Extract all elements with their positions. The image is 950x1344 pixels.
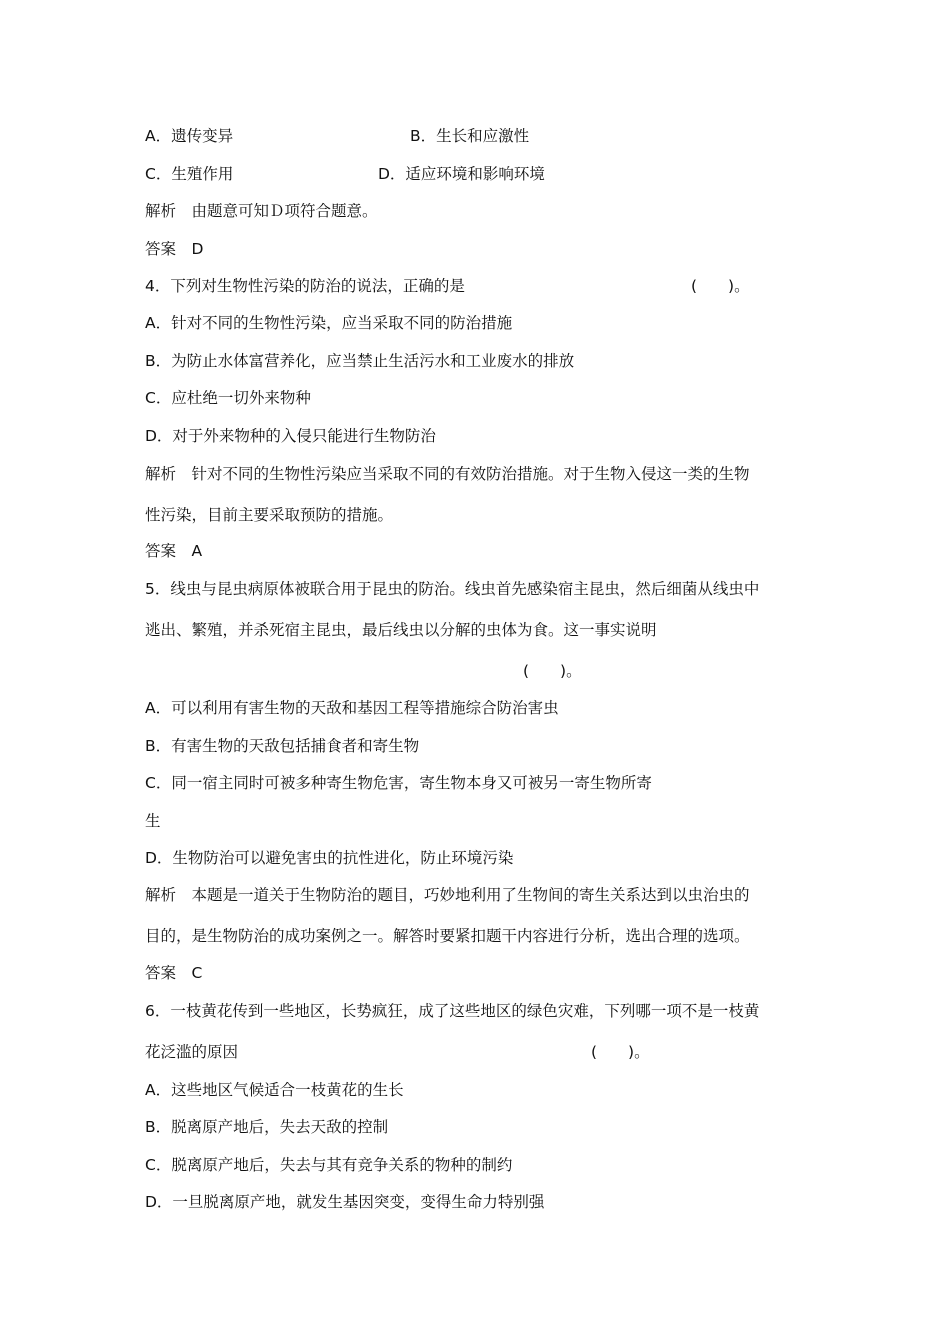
q5-option-c-continued: 生 [145, 812, 161, 830]
q5-stem-line-1: 5．线虫与昆虫病原体被联合用于昆虫的防治。线虫首先感染宿主昆虫，然后细菌从线虫中 [145, 580, 760, 598]
q4-analysis-line-2: 性污染，目前主要采取预防的措施。 [145, 506, 394, 524]
q3-option-d: D．适应环境和影响环境 [378, 165, 545, 183]
q3-options-row-2 [145, 164, 545, 184]
q5-option-a: A．可以利用有害生物的天敌和基因工程等措施综合防治害虫 [145, 699, 559, 717]
q6-option-d: D．一旦脱离原产地，就发生基因突变，变得生命力特别强 [145, 1193, 545, 1211]
q5-option-d: D．生物防治可以避免害虫的抗性进化，防止环境污染 [145, 849, 514, 867]
q6-stem-line-1: 6．一枝黄花传到一些地区，长势疯狂，成了这些地区的绿色灾难，下列哪一项不是一枝黄 [145, 1002, 760, 1020]
q3-option-c: C．生殖作用 [145, 165, 234, 183]
q3-answer: 答案 D [145, 240, 204, 258]
q5-option-b: B．有害生物的天敌包括捕食者和寄生物 [145, 737, 420, 755]
q4-option-c: C．应杜绝一切外来物种 [145, 389, 311, 407]
q4-answer: 答案 A [145, 542, 203, 560]
q4-stem [145, 276, 750, 296]
q3-option-b: B．生长和应激性 [410, 127, 530, 145]
q6-option-a: A．这些地区气候适合一枝黄花的生长 [145, 1081, 404, 1099]
q4-option-a: A．针对不同的生物性污染，应当采取不同的防治措施 [145, 314, 513, 332]
q6-option-b: B．脱离原产地后，失去天敌的控制 [145, 1118, 389, 1136]
q5-answer-paren: ( )。 [523, 662, 582, 680]
q6-stem-text: 花泛滥的原因 [145, 1043, 239, 1061]
q3-analysis: 解析 由题意可知Ｄ项符合题意。 [145, 202, 378, 220]
q6-answer-paren: ( )。 [591, 1043, 650, 1061]
q5-option-c: C．同一宿主同时可被多种寄生物危害，寄生物本身又可被另一寄生物所寄 [145, 774, 652, 792]
q3-options-row-1 [145, 126, 530, 146]
q5-stem-line-2: 逃出、繁殖，并杀死宿主昆虫，最后线虫以分解的虫体为食。这一事实说明 [145, 621, 657, 639]
q5-analysis-line-2: 目的，是生物防治的成功案例之一。解答时要紧扣题干内容进行分析，选出合理的选项。 [145, 927, 750, 945]
q6-option-c: C．脱离原产地后，失去与其有竞争关系的物种的制约 [145, 1156, 513, 1174]
q4-answer-paren: ( )。 [691, 277, 750, 295]
q3-option-a: A．遗传变异 [145, 127, 234, 145]
q6-stem-line-2 [145, 1042, 650, 1062]
q4-analysis-line-1: 解析 针对不同的生物性污染应当采取不同的有效防治措施。对于生物入侵这一类的生物 [145, 465, 750, 483]
q4-option-b: B．为防止水体富营养化，应当禁止生活污水和工业废水的排放 [145, 352, 575, 370]
q4-stem-text: 4．下列对生物性污染的防治的说法，正确的是 [145, 277, 465, 295]
q5-answer: 答案 C [145, 964, 203, 982]
q5-analysis-line-1: 解析 本题是一道关于生物防治的题目，巧妙地利用了生物间的寄生关系达到以虫治虫的 [145, 886, 750, 904]
q4-option-d: D．对于外来物种的入侵只能进行生物防治 [145, 427, 436, 445]
